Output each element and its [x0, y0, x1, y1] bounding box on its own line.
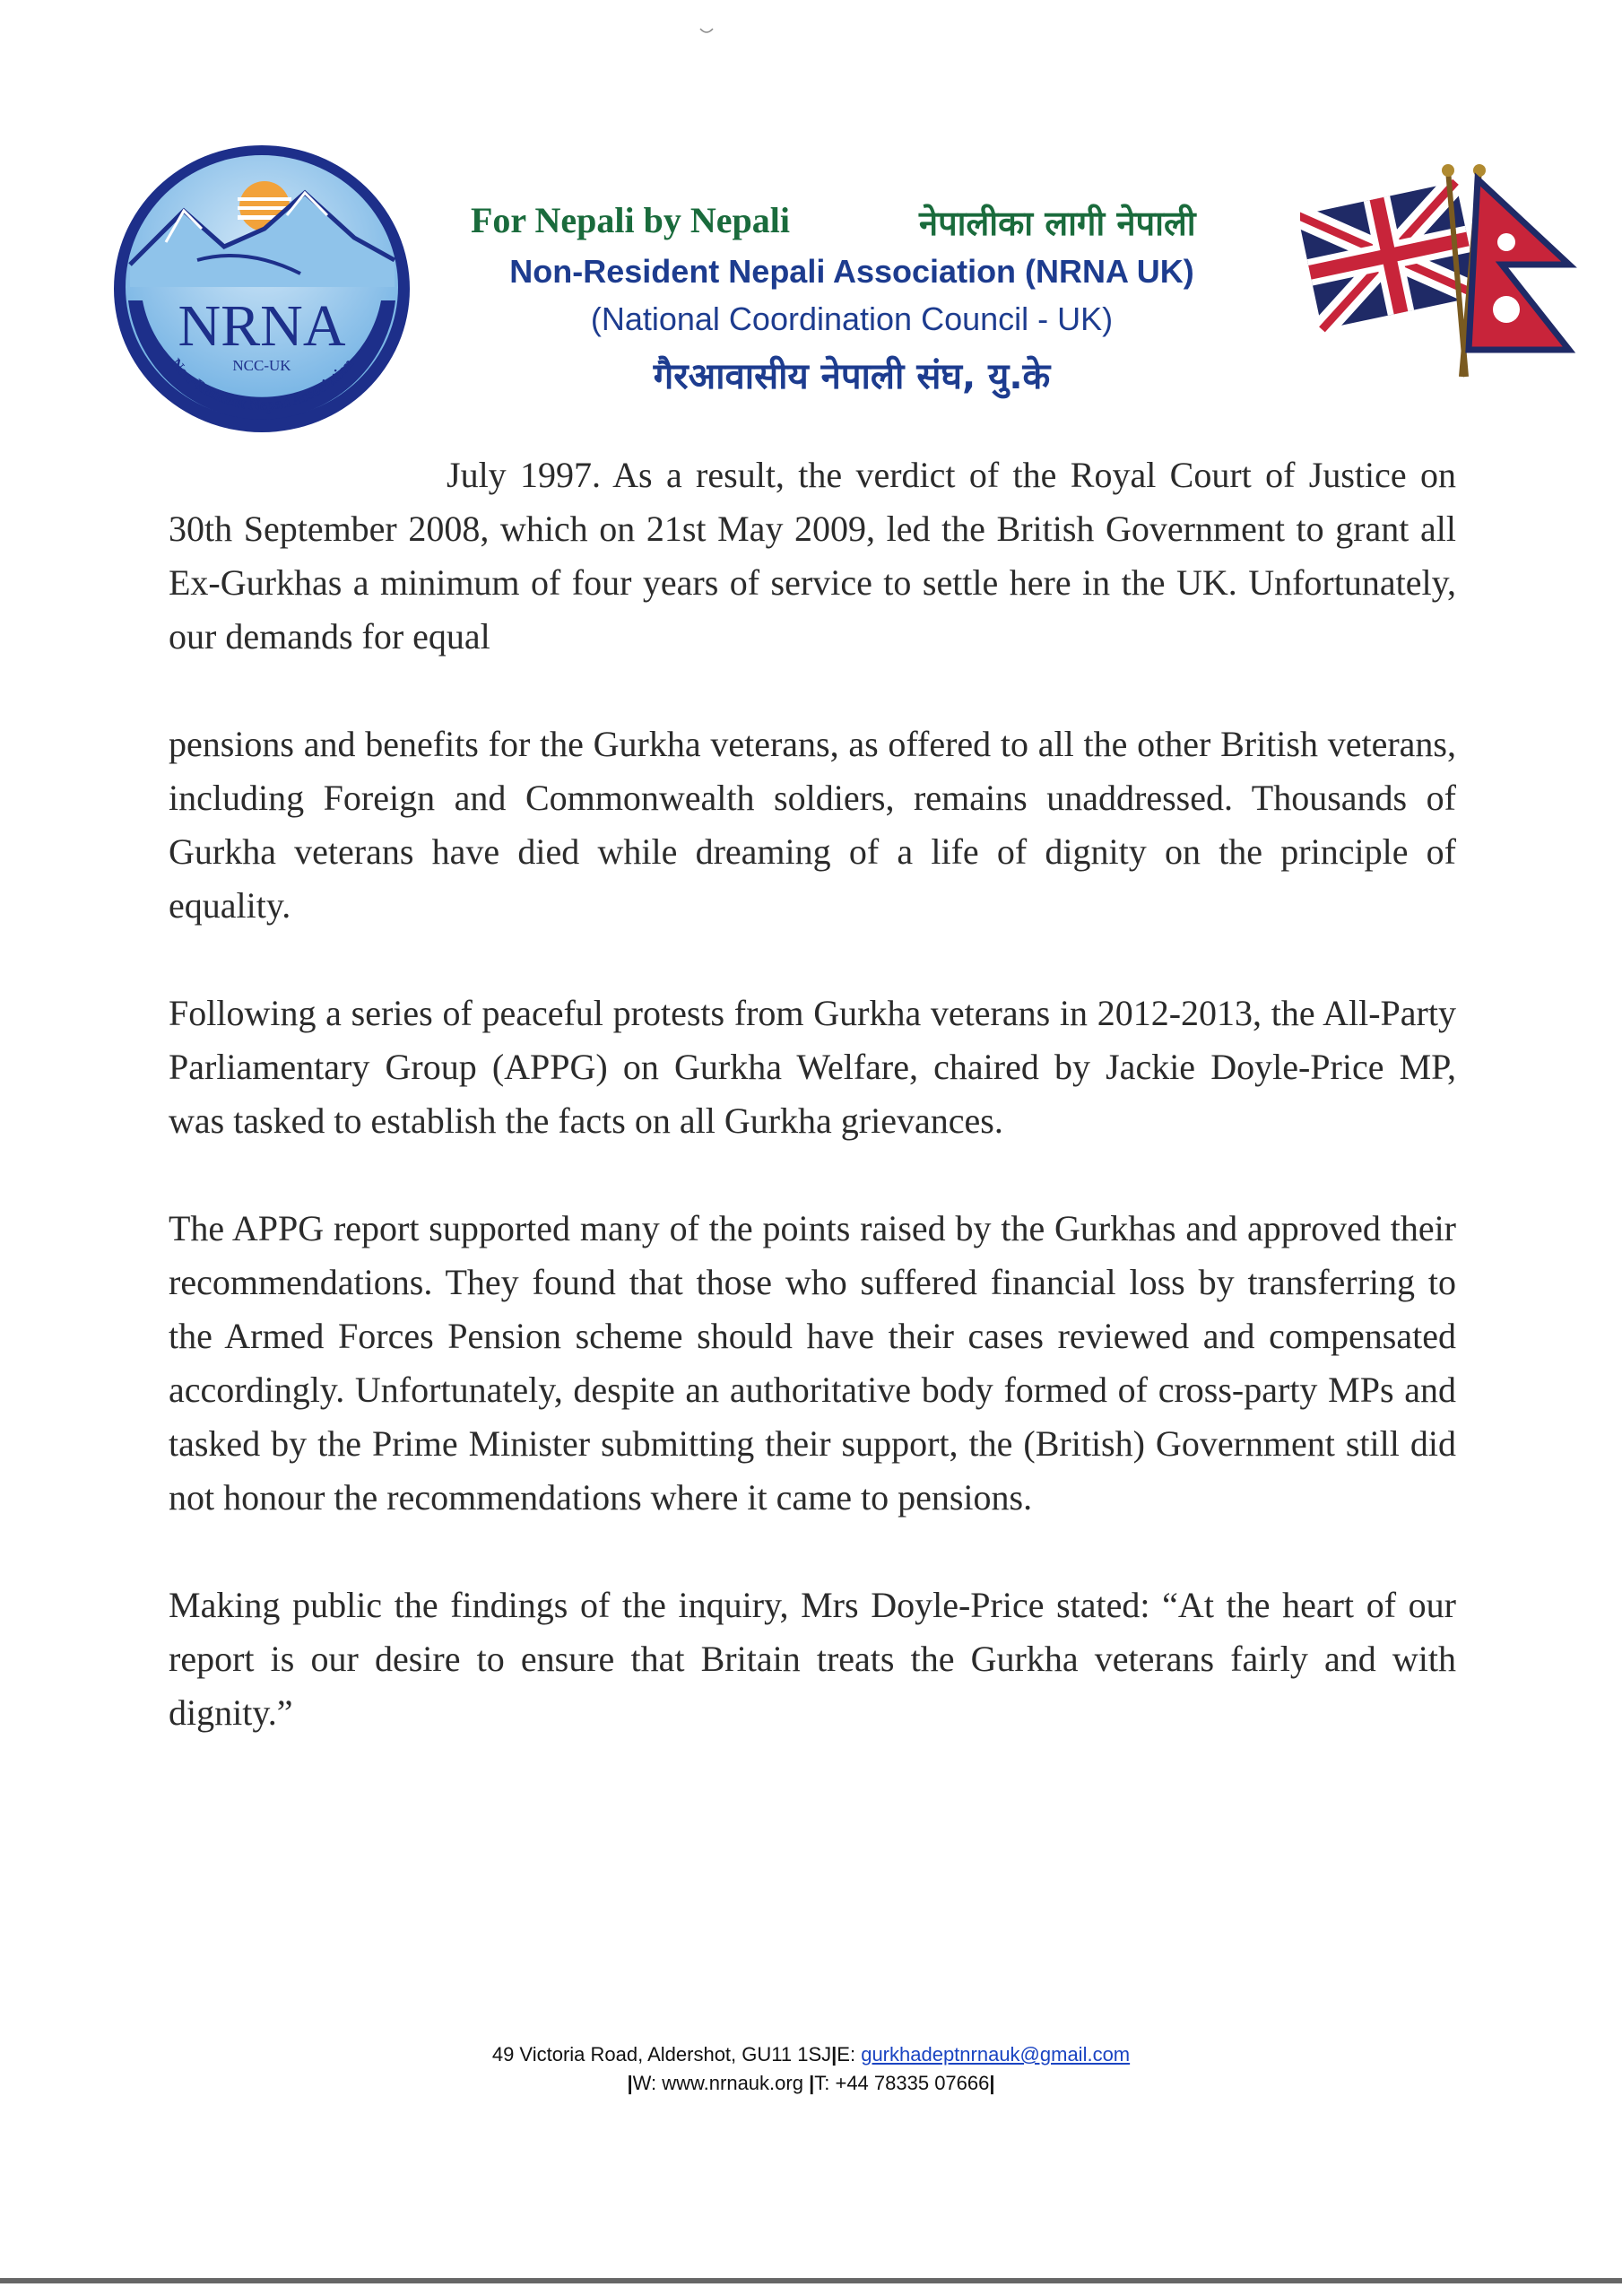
- tagline-row: [471, 199, 1242, 244]
- logo-ring-text: Non-Resident Nepali Association: [167, 354, 358, 413]
- letter-footer: [269, 2040, 1353, 2098]
- crossed-flags-icon: [1300, 161, 1587, 386]
- footer-line-1: 49 Victoria Road, Aldershot, GU11 1SJ|E: gurkhadeptnrnauk@gmail.com: [491, 2043, 1131, 2066]
- logo-sub-text: NCC-UK: [232, 357, 291, 374]
- letter-body: [169, 448, 1456, 1740]
- footer-email-label: E:: [837, 2043, 862, 2066]
- scan-mark: [699, 27, 714, 36]
- footer-website[interactable]: W: www.nrnauk.org: [632, 2072, 803, 2094]
- paragraph-4: The APPG report supported many of the points raised by the Gurkhas and approved their recommendations. They found that those who suffered financial loss by transferring to the Armed Forces Pension scheme should have their cases reviewed and compensated accordingly. Unfortunately, despite an authoritative body formed of cross-party MPs and tasked by the Prime Minister submitting their support, the (British) Government still did not honour the recommendations where it came to pensions.: [169, 1208, 1456, 1518]
- tagline-nepali: नेपालीका लागी नेपाली: [919, 204, 1196, 243]
- footer-phone: T: +44 78335 07666: [814, 2072, 990, 2094]
- organization-council: (National Coordination Council - UK): [590, 300, 1114, 337]
- logo-main-text: NRNA: [178, 293, 346, 359]
- tagline-english: For Nepali by Nepali: [471, 200, 790, 240]
- paragraph-3: Following a series of peaceful protests from Gurkha veterans in 2012-2013, the All-Party Parliamentary Group (APPG) on Gurkha Welfare, chaired by Jackie Doyle-Price MP, was tasked to establish the facts on all Gurkha grievances.: [169, 993, 1456, 1141]
- organization-name-nepali: गैरआवासीय नेपाली संघ, यु.के: [653, 356, 1051, 397]
- scan-edge: [0, 2278, 1622, 2283]
- footer-email-link[interactable]: gurkhadeptnrnauk@gmail.com: [861, 2043, 1131, 2066]
- footer-line-2: |W: www.nrnauk.org |T: +44 78335 07666|: [627, 2072, 995, 2094]
- paragraph-1: July 1997. As a result, the verdict of the Royal Court of Justice on 30th September 2008, which on 21st May 2009, led the British Government to grant all Ex-Gurkhas a minimum of four years of service to settle here in the UK. Unfortunately, our demands for equal: [169, 455, 1456, 657]
- footer-address: 49 Victoria Road, Aldershot, GU11 1SJ: [491, 2043, 832, 2066]
- nrna-logo: [112, 144, 412, 435]
- organization-name: Non-Resident Nepali Association (NRNA UK): [509, 253, 1194, 290]
- paragraph-5: Making public the findings of the inquiry, Mrs Doyle-Price stated: “At the heart of our report is our desire to ensure that Britain treats the Gurkha veterans fairly and with dignity.”: [169, 1585, 1456, 1733]
- paragraph-2: pensions and benefits for the Gurkha veterans, as offered to all the other British veterans, including Foreign and Commonwealth soldiers, remains unaddressed. Thousands of Gurkha veterans have died while dreaming of a life of dignity on the principle of equality.: [169, 724, 1456, 926]
